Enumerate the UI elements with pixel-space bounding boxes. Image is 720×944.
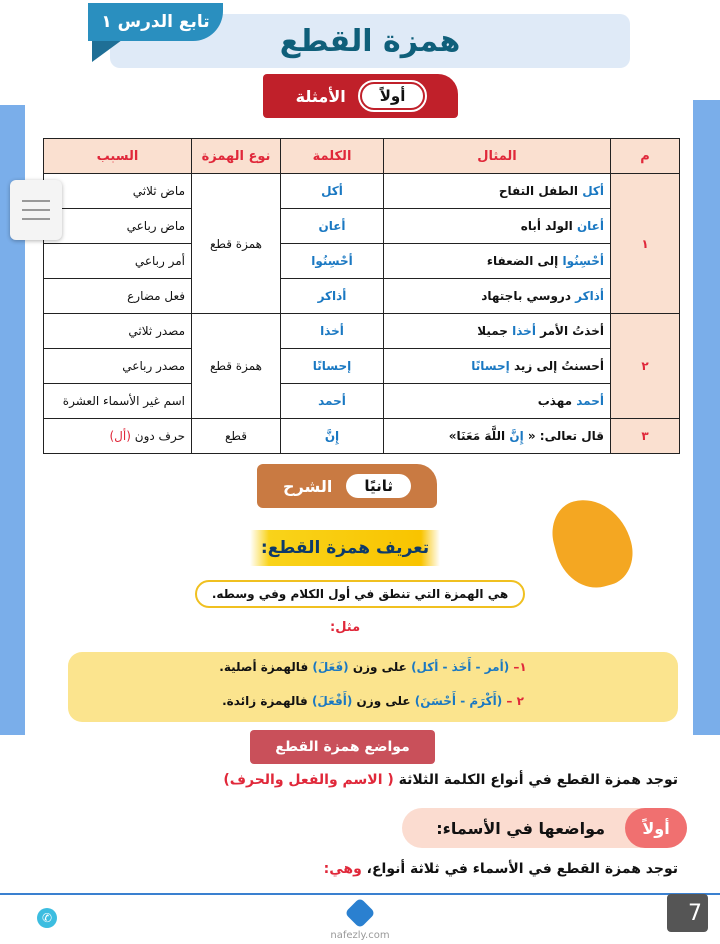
- example-line: ١– (أمر - أَخَذ - أكل) على وزن (فَعَلَ) فالهمزة أصلية.: [219, 660, 527, 674]
- example-cell: أذاكر دروسي باجتهاد: [384, 279, 611, 314]
- nouns-section-heading: [402, 808, 687, 848]
- table-row: [44, 209, 680, 244]
- table-row: [44, 314, 680, 349]
- menu-button[interactable]: [10, 180, 62, 240]
- word-cell: أحمد: [281, 384, 384, 419]
- reason-cell: ماض رباعي: [44, 209, 192, 244]
- right-side-bar: [693, 100, 720, 735]
- word-cell: إحسانًا: [281, 349, 384, 384]
- header-reason: السبب: [44, 139, 192, 174]
- type-cell: قطع: [192, 419, 281, 454]
- explanation-ribbon: [257, 464, 437, 508]
- page-title: همزة القطع: [110, 14, 630, 68]
- word-cell: أكل: [281, 174, 384, 209]
- mascot-illustration: [545, 490, 641, 596]
- example-cell: أخذتُ الأمر أخذا جميلا: [384, 314, 611, 349]
- phone-icon[interactable]: ✆: [37, 908, 57, 928]
- table-header-row: [44, 139, 680, 174]
- row-number: ١: [611, 174, 680, 314]
- word-cell: إِنَّ: [281, 419, 384, 454]
- logo-text: nafezly.com: [330, 930, 390, 941]
- word-cell: أخذا: [281, 314, 384, 349]
- table-row: [44, 419, 680, 454]
- page-number: 7: [667, 894, 708, 932]
- lesson-tag-tail: [92, 40, 122, 62]
- header-num: م: [611, 139, 680, 174]
- table-row: [44, 349, 680, 384]
- positions-intro: توجد همزة القطع في أنواع الكلمة الثلاثة ( الاسم والفعل والحرف): [223, 772, 678, 788]
- header-word: الكلمة: [281, 139, 384, 174]
- reason-cell: أمر رباعي: [44, 244, 192, 279]
- table-row: [44, 174, 680, 209]
- row-number: ٢: [611, 314, 680, 419]
- reason-cell: مصدر رباعي: [44, 349, 192, 384]
- lesson-tag: تابع الدرس ١: [88, 3, 223, 41]
- examples-box: [68, 652, 678, 722]
- definition-text: هي الهمزة التي تنطق في أول الكلام وفي وسطه.: [195, 580, 525, 608]
- word-cell: أعان: [281, 209, 384, 244]
- example-cell: أعان الولد أباه: [384, 209, 611, 244]
- ribbon-ordinal: أولاً: [360, 82, 426, 110]
- table-row: [44, 244, 680, 279]
- example-cell: قال تعالى: « إِنَّ اللَّهَ مَعَنَا»: [384, 419, 611, 454]
- header-type: نوع الهمزة: [192, 139, 281, 174]
- reason-cell: فعل مضارع: [44, 279, 192, 314]
- type-cell: همزة قطع: [192, 314, 281, 419]
- table-row: [44, 384, 680, 419]
- site-logo: [315, 897, 405, 943]
- type-cell: همزة قطع: [192, 174, 281, 314]
- examples-table: [43, 138, 680, 454]
- ordinal-badge: أولاً: [625, 808, 687, 848]
- positions-title: مواضع همزة القطع: [250, 730, 435, 764]
- table-row: [44, 279, 680, 314]
- example-line: ٢ – (أَكْرَمَ - أَحْسَنَ) على وزن (أَفْعَلَ) فالهمزة زائدة.: [222, 694, 524, 708]
- reason-cell: مصدر ثلاثي: [44, 314, 192, 349]
- row-number: ٣: [611, 419, 680, 454]
- definition-title: تعريف همزة القطع:: [250, 530, 440, 566]
- logo-mark-icon: [344, 897, 375, 928]
- ribbon-ordinal: ثانيًا: [346, 474, 411, 498]
- nouns-text: توجد همزة القطع في الأسماء في ثلاثة أنواع، وهي:: [323, 861, 678, 877]
- example-cell: أحمد مهذب: [384, 384, 611, 419]
- examples-ribbon: [263, 74, 458, 118]
- reason-cell: ماض ثلاثي: [44, 174, 192, 209]
- word-cell: أذاكر: [281, 279, 384, 314]
- section-title: مواضعها في الأسماء:: [436, 818, 605, 838]
- ribbon-label: الشرح: [283, 476, 333, 496]
- word-cell: أحْسِنُوا: [281, 244, 384, 279]
- footer-divider: [0, 893, 720, 895]
- reason-cell: اسم غير الأسماء العشرة: [44, 384, 192, 419]
- ribbon-label: الأمثلة: [295, 86, 346, 106]
- reason-cell: حرف دون (أل): [44, 419, 192, 454]
- example-cell: أكل الطفل التفاح: [384, 174, 611, 209]
- example-cell: أحْسِنُوا إلى الضعفاء: [384, 244, 611, 279]
- header-example: المثال: [384, 139, 611, 174]
- example-label: مثل:: [330, 620, 361, 635]
- example-cell: أحسنتُ إلى زيد إحسانًا: [384, 349, 611, 384]
